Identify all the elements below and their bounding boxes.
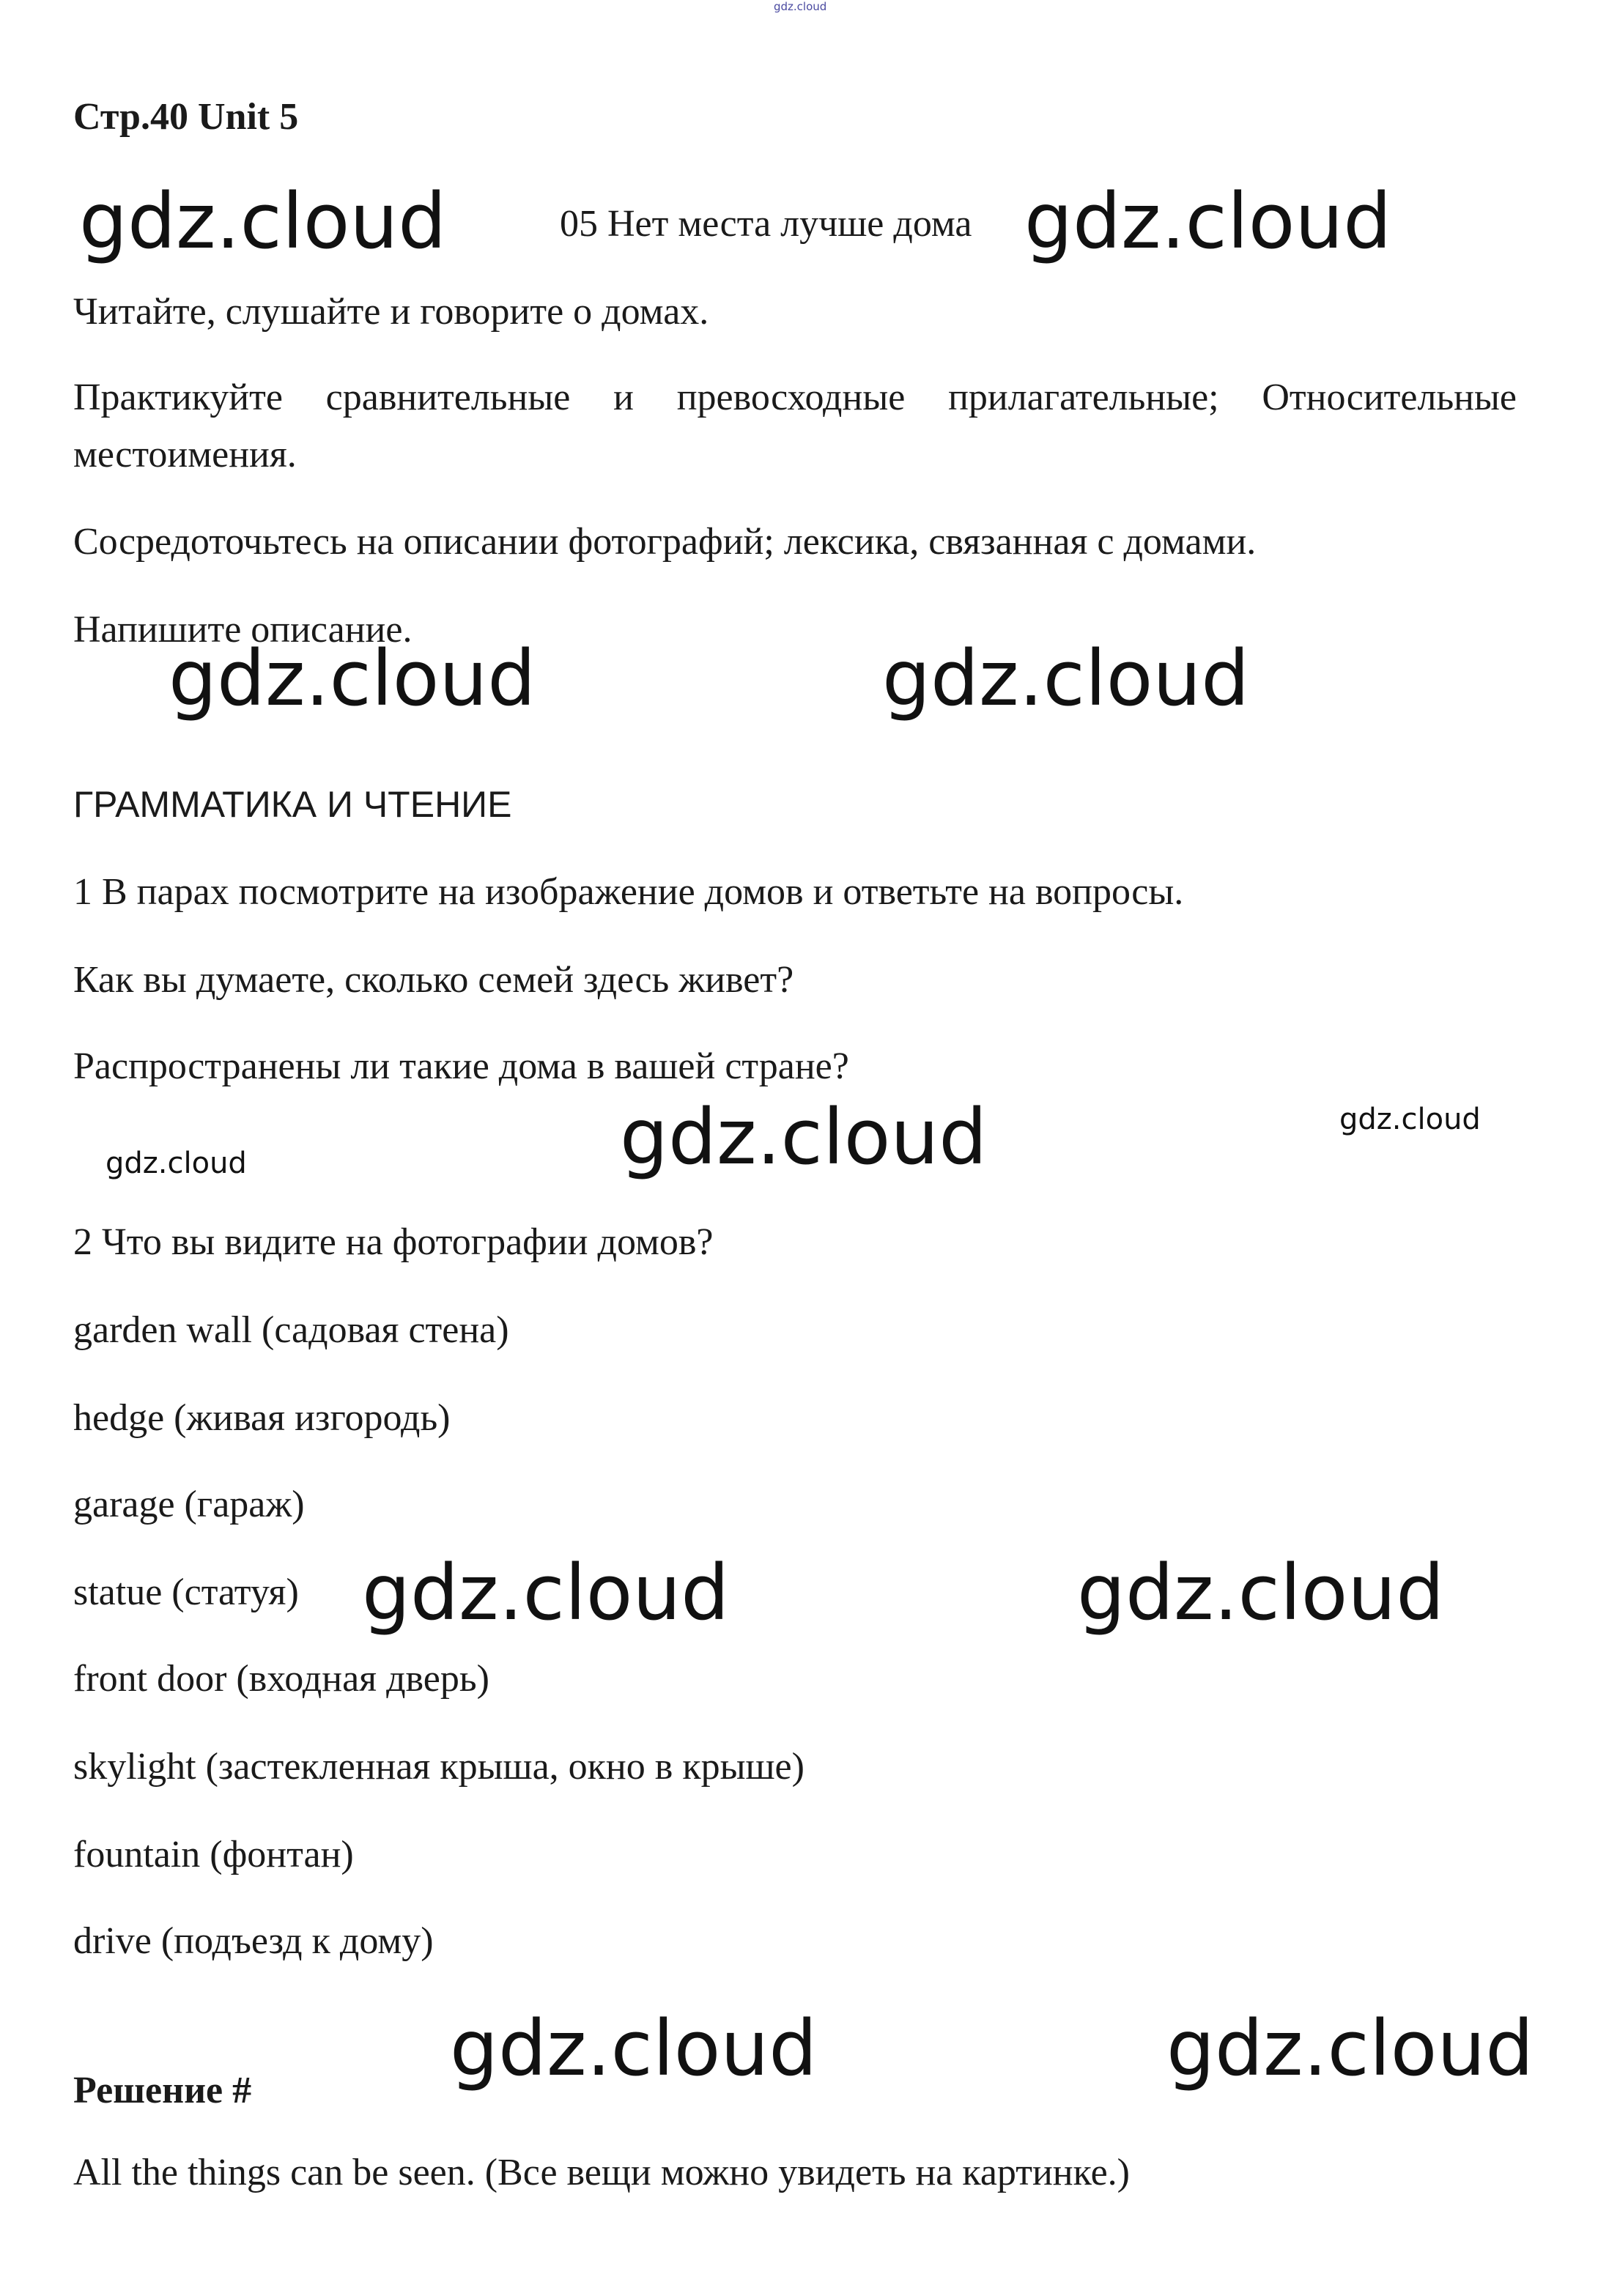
- intro-line-2: Практикуйте сравнительные и превосходные прилагательные; Относительные местоимения.: [73, 377, 1517, 475]
- intro-line-3: Сосредоточьтесь на описании фотографий; лексика, связанная с домами.: [73, 521, 1257, 563]
- solution-answer: All the things can be seen. (Все вещи можно увидеть на картинке.): [73, 2152, 1130, 2193]
- unit-title: 05 Нет места лучше дома: [560, 203, 972, 245]
- watermark: gdz.cloud: [882, 634, 1250, 723]
- vocab-item: garden wall (садовая стена): [73, 1309, 509, 1351]
- watermark: gdz.cloud: [620, 1092, 988, 1182]
- watermark: gdz.cloud: [1339, 1103, 1481, 1136]
- watermark-top: gdz.cloud: [774, 0, 827, 13]
- vocab-item: drive (подъезд к дому): [73, 1920, 434, 1962]
- vocab-item: front door (входная дверь): [73, 1658, 489, 1700]
- page-reference: Стр.40 Unit 5: [73, 96, 299, 138]
- watermark: gdz.cloud: [1077, 1548, 1445, 1637]
- vocab-item: fountain (фонтан): [73, 1834, 354, 1875]
- task-1-question-1: Как вы думаете, сколько семей здесь живет?: [73, 959, 794, 1001]
- vocab-item: skylight (застекленная крыша, окно в крыше): [73, 1746, 804, 1788]
- section-title: ГРАММАТИКА И ЧТЕНИЕ: [73, 784, 512, 825]
- intro-line-1: Читайте, слушайте и говорите о домах.: [73, 291, 709, 333]
- solution-title: Решение #: [73, 2070, 252, 2111]
- vocab-item: hedge (живая изгородь): [73, 1397, 451, 1439]
- watermark: gdz.cloud: [106, 1147, 247, 1180]
- watermark: gdz.cloud: [362, 1548, 730, 1637]
- task-1-question-2: Распространены ли такие дома в вашей стране?: [73, 1045, 849, 1087]
- task-1-prompt: 1 В парах посмотрите на изображение домов и ответьте на вопросы.: [73, 871, 1184, 913]
- task-2-prompt: 2 Что вы видите на фотографии домов?: [73, 1221, 714, 1263]
- intro-line-4: Напишите описание.: [73, 609, 413, 651]
- vocab-item: statue (статуя): [73, 1571, 299, 1613]
- vocab-item: garage (гараж): [73, 1484, 305, 1525]
- watermark: gdz.cloud: [450, 2004, 818, 2093]
- watermark: gdz.cloud: [79, 177, 447, 266]
- watermark: gdz.cloud: [1024, 177, 1392, 266]
- watermark: gdz.cloud: [169, 634, 536, 723]
- watermark: gdz.cloud: [1166, 2004, 1534, 2093]
